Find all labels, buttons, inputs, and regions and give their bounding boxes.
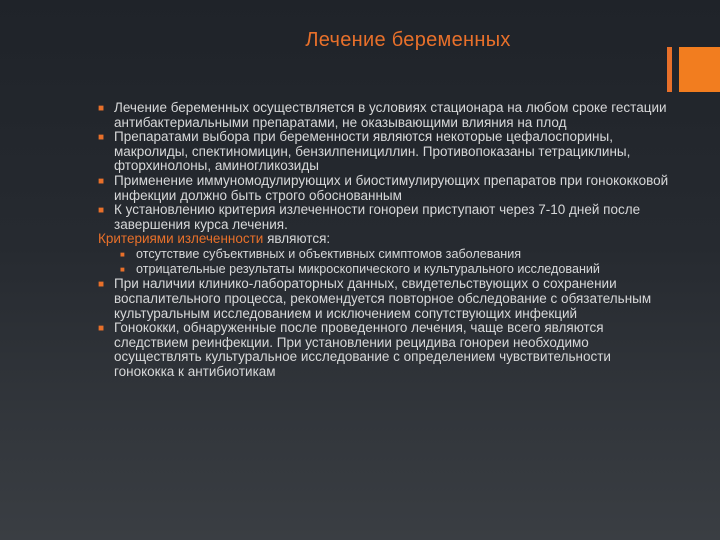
bullet-item — [98, 321, 673, 379]
square-bullet-icon: ■ — [98, 279, 105, 291]
bullet-text: Применение иммуномодулирующих и биостимулирующих препаратов при гонококковой инфекции должно быть строго обоснованным — [114, 172, 669, 203]
sub-bullet-text: отрицательные результаты микроскопического и культурального исследований — [136, 262, 600, 277]
bullet-item — [98, 174, 673, 203]
slide-content — [98, 101, 673, 380]
sub-bullet-text: отсутствие субъективных и объективных симптомов заболевания — [136, 246, 522, 261]
bullet-item — [98, 203, 673, 232]
small-square-bullet-icon: ■ — [120, 249, 125, 259]
bullet-text: К установлению критерия излеченности гонореи приступают через 7-10 дней после завершения курса лечения. — [114, 202, 641, 232]
slide-title: Лечение беременных — [305, 29, 511, 51]
bullet-text: Препаратами выбора при беременности являются некоторые цефалоспорины, макролиды, спектиномицин, бензилпенициллин. Противопоказаны тетрациклины, фторхинолоны, аминогликозиды — [114, 129, 631, 174]
sub-bullet-item — [98, 262, 673, 277]
criteria-rest: являются: — [263, 231, 331, 247]
bullet-text: Лечение беременных осуществляется в условиях стационара на любом сроке гестации антибактериальными препаратами, не оказывающими влияния на плод — [114, 100, 667, 130]
accent-bar-thick — [679, 47, 720, 92]
bullet-text: При наличии клинико-лабораторных данных, свидетельствующих о сохранении воспалительного процесса, рекомендуется повторное обследование с обязательным культуральным исследованием и исключением сопутствующих инфекций — [114, 276, 652, 321]
bullet-item — [98, 277, 673, 321]
square-bullet-icon: ■ — [98, 205, 105, 217]
square-bullet-icon: ■ — [98, 175, 105, 187]
square-bullet-icon: ■ — [98, 323, 105, 335]
bullet-item — [98, 130, 673, 174]
square-bullet-icon: ■ — [98, 132, 105, 144]
criteria-highlight: Критериями излеченности — [98, 231, 264, 247]
sub-bullet-item — [98, 247, 673, 262]
small-square-bullet-icon: ■ — [120, 265, 125, 275]
accent-bar-thin — [667, 47, 672, 92]
bullet-item — [98, 101, 673, 130]
criteria-heading — [98, 232, 673, 247]
bullet-text: Гонококки, обнаруженные после проведенного лечения, чаще всего являются следствием реинфекции. При установлении рецидива гонореи необходимо осуществлять культуральное исследование с определением чувствительности гонококка к антибиотикам — [114, 320, 611, 379]
square-bullet-icon: ■ — [98, 103, 105, 114]
